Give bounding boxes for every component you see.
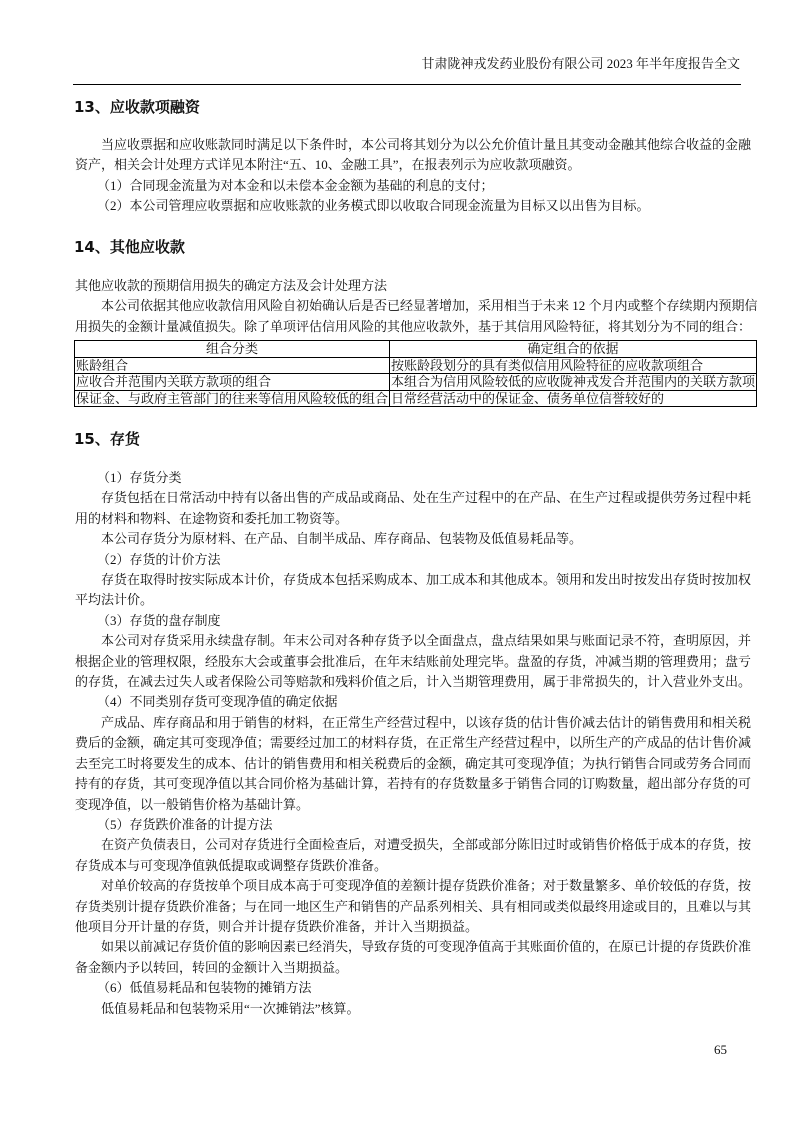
table-cell: 应收合并范围内关联方款项的组合 [75,374,390,391]
paragraph-line: （4）不同类别存货可变现净值的确定依据 [97,694,338,710]
paragraph-line: 其他应收款的预期信用损失的确定方法及会计处理方法 [75,278,388,293]
section-body-15 [75,468,752,1019]
running-header: 甘肃陇神戎发药业股份有限公司 2023 年半年度报告全文 [421,56,740,71]
section-heading-15: 15、存货 [74,430,140,448]
header-rule [73,84,741,85]
table-cell: 账龄组合 [75,357,390,374]
paragraph-line: 备金额内予以转回，转回的金额计入当期损益。 [75,959,349,975]
paragraph-line: 用损失的金额计量减值损失。除了单项评估信用风险的其他应收款外，基于其信用风险特征，将其划分为不同的组合： [75,318,752,334]
paragraph-line: 存货成本与可变现净值孰低提取或调整存货跌价准备。 [75,857,388,873]
paragraph-line: 用的材料和物料、在途物资和委托加工物资等。 [75,510,349,526]
paragraph-line: （1）合同现金流量为对本金和以未偿本金金额为基础的利息的支付； [97,177,494,193]
paragraph-line: 资产，相关会计处理方式详见本附注“五、10、金融工具”，在报表列示为应收款项融资。 [75,157,581,173]
paragraph-line: 在资产负债表日，公司对存货进行全面检查后，对遭受损失，全部或部分陈旧过时或销售价格低于成本的存货，按 [101,837,752,853]
section-body-13 [75,135,752,217]
paragraph-line: 本公司对存货采用永续盘存制。年末公司对各种存货予以全面盘点，盘点结果如果与账面记录不符，查明原因，并 [101,633,752,649]
table-cell: 按账龄段划分的具有类似信用风险特征的应收款项组合 [390,357,757,374]
paragraph-line: 当应收票据和应收账款同时满足以下条件时，本公司将其划分为以公允价值计量且其变动金融其他综合收益的金融 [101,137,752,152]
section-heading-13: 13、应收款项融资 [74,98,200,116]
paragraph-line: （1）存货分类 [97,470,182,485]
paragraph-line: （6）低值易耗品和包装物的摊销方法 [97,980,312,996]
table-header-cell: 组合分类 [75,341,390,358]
paragraph-line: 存货在取得时按实际成本计价，存货成本包括采购成本、加工成本和其他成本。领用和发出时按发出存货时按加权 [101,572,752,588]
table-header-cell: 确定组合的依据 [390,341,757,358]
paragraph-line: 去至完工时将要发生的成本、估计的销售费用和相关税费后的金额，确定其可变现净值；为执行销售合同或劳务合同而 [75,755,752,771]
paragraph-line: （2）本公司管理应收票据和应收账款的业务模式即以收取合同现金流量为目标又以出售为目标。 [97,198,650,214]
paragraph-line: 费后的金额，确定其可变现净值；需要经过加工的材料存货，在正常生产经营过程中，以所生产的产成品的估计售价减 [75,735,752,751]
portfolio-table [74,340,757,407]
paragraph-line: 存货包括在日常活动中持有以备出售的产成品或商品、处在生产过程中的在产品、在生产过程或提供劳务过程中耗 [101,490,752,506]
paragraph-line: 对单价较高的存货按单个项目成本高于可变现净值的差额计提存货跌价准备；对于数量繁多、单价较低的存货，按 [101,878,752,894]
table-header-row [75,341,757,358]
section-body-14 [75,276,758,337]
page-number: 65 [714,1042,727,1057]
paragraph-line: 根据企业的管理权限，经股东大会或董事会批准后，在年末结账前处理完毕。盘盈的存货，冲减当期的管理费用；盘亏 [75,653,752,669]
paragraph-line: 本公司依据其他应收款信用风险自初始确认后是否已经显著增加，采用相当于未来 12 个月内或整个存续期内预期信 [101,298,758,314]
paragraph-line: （3）存货的盘存制度 [97,612,221,628]
paragraph-line: 他项目分开计量的存货，则合并计提存货跌价准备，并计入当期损益。 [75,918,479,934]
table-cell: 保证金、与政府主管部门的往来等信用风险较低的组合 [76,390,389,406]
paragraph-line: 持有的存货，其可变现净值以其合同价格为基础计算，若持有的存货数量多于销售合同的订购数量，超出部分存货的可 [75,776,752,792]
paragraph-line: （5）存货跌价准备的计提方法 [97,816,273,832]
paragraph-line: 低值易耗品和包装物采用“一次摊销法”核算。 [101,1000,360,1016]
paragraph-line: 的存货，在减去过失人或者保险公司等赔款和残料价值之后，计入当期管理费用，属于非常损失的，计入营业外支出。 [75,674,752,690]
table-row [75,390,757,407]
table-cell: 日常经营活动中的保证金、债务单位信誉较好的 [390,390,757,407]
paragraph-line: 变现净值，以一般销售价格为基础计算。 [75,796,310,812]
paragraph-line: 平均法计价。 [75,592,154,608]
paragraph-line: （2）存货的计价方法 [97,551,221,567]
section-heading-14: 14、其他应收款 [74,238,185,256]
paragraph-line: 本公司存货分为原材料、在产品、自制半成品、库存商品、包装物及低值易耗品等。 [101,531,583,547]
paragraph-line: 存货类别计提存货跌价准备；与在同一地区生产和销售的产品系列相关、具有相同或类似最终用途或目的，且难以与其 [75,898,752,914]
paragraph-line: 如果以前减记存货价值的影响因素已经消失，导致存货的可变现净值高于其账面价值的，在原已计提的存货跌价准 [101,939,752,955]
table-cell: 本组合为信用风险较低的应收陇神戎发合并范围内的关联方款项 [391,374,756,390]
table-row [75,374,757,391]
paragraph-line: 产成品、库存商品和用于销售的材料，在正常生产经营过程中，以该存货的估计售价减去估计的销售费用和相关税 [101,714,752,730]
table-row [75,357,757,374]
